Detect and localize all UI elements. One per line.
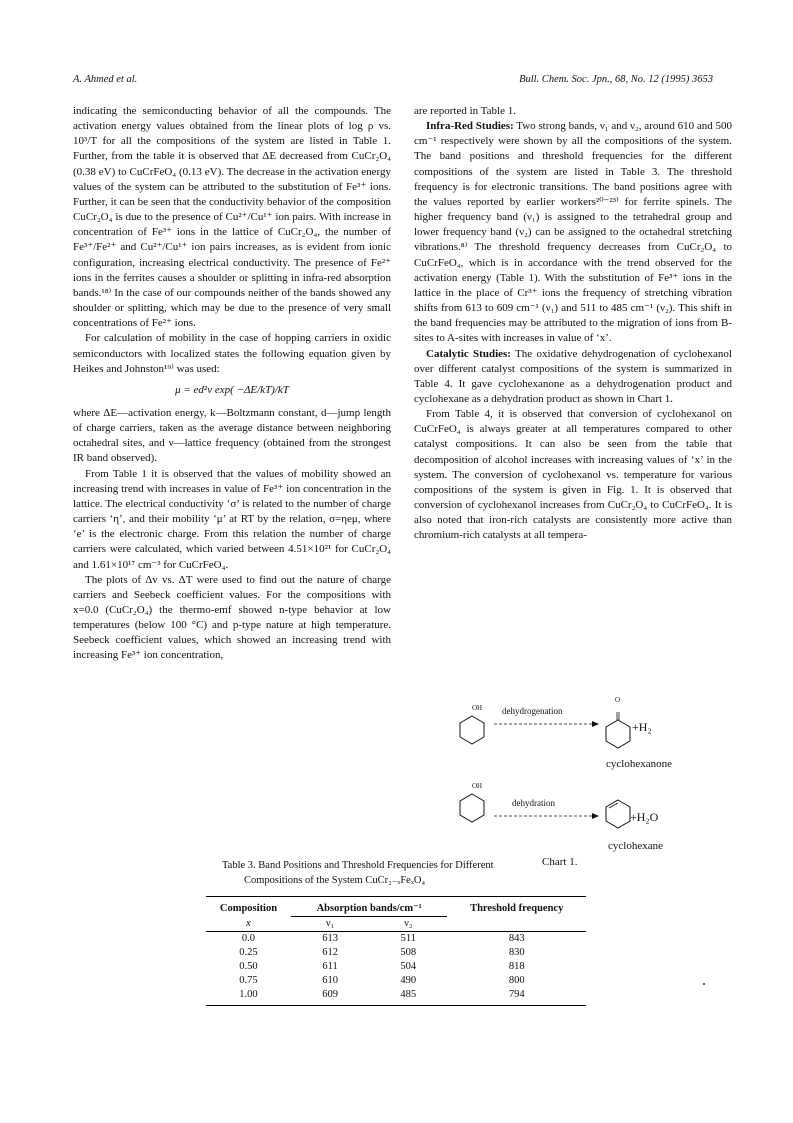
table-cell: 611 xyxy=(322,961,338,972)
section-heading-catalytic: Catalytic Studies: xyxy=(426,347,511,360)
data-table xyxy=(206,896,586,1006)
table-cell: 511 xyxy=(400,933,416,944)
cyclohexanol-structure xyxy=(458,788,488,828)
paragraph: From Table 1 it is observed that the values of mobility showed an increasing trend with increases in value of Fe³⁺ ion concentration in the lattice. The electrical conductivity ‘σ’ is related to the number of charge carriers ‘η’, and their mobility ‘μ’ at RT by the relation, σ=ηeμ, where ‘e’ is the electronic charge. From this relation the number of charge carriers were calculated, which varied between 4.51×10²¹ for CuCr₂O₄ and 1.61×10¹⁷ cm⁻³ for CuCrFeO₄. xyxy=(73,467,391,571)
plus-h2o: +H₂O xyxy=(630,810,659,824)
table-row xyxy=(206,960,586,974)
column-subheader: x xyxy=(246,917,251,929)
running-header-authors: A. Ahmed et al. xyxy=(73,74,138,85)
cyclohexanol-structure xyxy=(458,710,488,750)
table-cell: 818 xyxy=(508,961,525,972)
oh-label: OH xyxy=(472,782,483,790)
chart-caption: Chart 1. xyxy=(542,856,578,868)
table-row xyxy=(206,974,586,988)
dehydration-arrow xyxy=(492,810,602,822)
table-cell: 843 xyxy=(508,933,525,944)
table-cell: 800 xyxy=(508,975,525,986)
table-row xyxy=(206,988,586,1006)
table-cell: 794 xyxy=(508,989,525,1000)
paragraph: where ΔE—activation energy, k—Boltzmann constant, d—jump length of charge carriers, taken as the average distance between neighboring octahedral sites, and ν—lattice frequency (obtained from the strongest IR band observed). xyxy=(73,406,391,465)
table-cell: 0.25 xyxy=(239,947,258,958)
table-3 xyxy=(206,858,586,1006)
table-caption xyxy=(222,858,586,888)
left-column xyxy=(73,104,391,664)
paragraph: From Table 4, it is observed that conversion of cyclohexanol on CuCrFeO₄ is always greater at all temperatures compared to other catalyst compositions. It can also be seen from the table that decomposition of alcohol increases with increasing values of ‘x’ in the system. The conversion of cyclohexanol vs. temperature for various compositions of the system is given in Fig. 1. It is observed that conversion of cyclohexanol increases from CuCr₂O₄ to CuCrFeO₄. It is also noted that iron-rich catalysts are consistently more active than chromium-rich catalysts at all tempera- xyxy=(414,408,732,542)
stray-mark xyxy=(703,983,705,985)
column-header: Threshold frequency xyxy=(470,903,564,915)
paragraph-catalytic xyxy=(414,347,732,408)
table-cell: 613 xyxy=(322,933,338,944)
paragraph: indicating the semiconducting behavior of all the compounds. The activation energy values obtained from the linear plots of log ρ vs. 10³/T for all the compositions of the system are listed in Table 1. Further, from the table it is observed that ΔE decreased from CuCr₂O₄ (0.38 eV) to CuCrFeO₄ (0.13 eV). The decrease in the activation energy values of the system can be attributed to the substitution of Fe³⁺ ions. Further, it can be seen that the conductivity behavior of the composition CuCr₂O₄ is due to the presence of Cu²⁺/Cu¹⁺ ion pairs. With increase in concentration of Fe³⁺ ions in the lattice of CuCr₂O₄, the number of Fe³⁺/Fe²⁺ and Cu²⁺/Cu¹⁺ ion pairs increases, as is evident from ionic configuration, increasing electrical conductivity. The presence of Fe²⁺ ions in the ferrites causes a shoulder or splitting in infra-red absorption bands.¹⁸⁾ In the case of our compounds neither of the bands showed any shoulder or splitting, which may be due to the presence of very small concentrations of Fe²⁺ ions. xyxy=(73,105,391,330)
table-cell: 830 xyxy=(508,947,525,958)
table-cell: 1.00 xyxy=(239,989,258,1000)
table-row xyxy=(206,932,586,947)
running-header-journal: Bull. Chem. Soc. Jpn., 68, No. 12 (1995) 3653 xyxy=(519,74,713,85)
table-cell: 612 xyxy=(322,947,338,958)
catalytic-text: The oxidative dehydrogenation of cyclohexanol over different catalyst compositions of the system is summarized in Table 4. It gave cyclohexanone as a dehydrogenation product and cyclohexane as a dehydration product as shown in Chart 1. xyxy=(414,347,732,405)
table-cell: 504 xyxy=(400,961,417,972)
right-column xyxy=(414,104,732,544)
column-subheader xyxy=(447,917,586,932)
cyclohexane-label: cyclohexane xyxy=(608,840,663,852)
plus-h2: +H₂ xyxy=(632,720,652,734)
o-label: O xyxy=(615,696,621,704)
table-cell: 508 xyxy=(400,947,417,958)
table-cell: 0.0 xyxy=(241,933,256,944)
column-header: Absorption bands/cm⁻¹ xyxy=(291,897,447,917)
column-subheader: ν₁ xyxy=(325,918,335,929)
section-heading-ir: Infra-Red Studies: xyxy=(426,120,514,133)
paragraph-ir xyxy=(414,119,732,346)
column-subheader: ν₂ xyxy=(404,918,413,929)
table-cell: 609 xyxy=(322,989,338,1000)
cyclohexanone-label: cyclohexanone xyxy=(606,758,672,770)
ir-text: Two strong bands, ν₁ and ν₂, around 610 and 500 cm⁻¹ respectively were shown by all the compositions of the system. The band positions and threshold frequencies for the different compositions of the system are listed in Table 3. The threshold frequency is for electronic transitions. The band positions agree with the values reported by earlier workers²⁰⁻²³⁾ for ferrite spinels. The higher frequency band (ν₁) is assigned to the tetrahedral group and lower frequency band (ν₂) can be assigned to the octahedral stretching vibrations.⁸⁾ The threshold frequency decreases from CuCr₂O₄ to CuCrFeO₄, which is in accordance with the trend observed for the activation energy (Table 1). With the substitution of Fe³⁺ ions in the lattice in the place of Cr³⁺ ions the frequency of stretching vibration shifts from 613 to 609 cm⁻¹ (ν₁) and 511 to 485 cm⁻¹ (ν₂). This shift in the band frequencies may be attributed to the migration of ions from B-sites to A-sites with increases in value of ‘x’. xyxy=(414,120,732,345)
paragraph: For calculation of mobility in the case of hopping carriers in oxidic semiconductors with localized states the following equation given by Heikes and Johnston¹⁹⁾ was used: xyxy=(73,332,391,375)
dehydrogenation-arrow xyxy=(492,718,602,730)
dehydration-label: dehydration xyxy=(512,798,555,808)
table-caption-line: Table 3. Band Positions and Threshold Frequencies for Different xyxy=(222,860,494,871)
table-cell: 0.75 xyxy=(239,975,258,986)
table-cell: 485 xyxy=(400,989,417,1000)
table-cell: 490 xyxy=(400,975,417,986)
paragraph: The plots of Δv vs. ΔT were used to find out the nature of charge carriers and Seebeck coefficient values. For the compositions with x=0.0 (CuCr₂O₄) the thermo-emf showed n-type behavior at low temperatures (below 100 °C) and p-type nature at high temperature. Seebeck coefficient values, which showed an increasing trend with increasing Fe³⁺ ion concentration, xyxy=(73,573,391,662)
dehydrogenation-label: dehydrogenation xyxy=(502,706,563,716)
chart-1-reaction-scheme xyxy=(414,696,732,868)
mobility-equation: μ = ed²ν exp( −ΔE/kT)/kT xyxy=(175,383,289,396)
oh-label: OH xyxy=(472,704,483,712)
table-caption-line: Compositions of the System CuCr₂₋ₓFeₓO₄ xyxy=(244,875,426,886)
paragraph: are reported in Table 1. xyxy=(414,105,516,117)
column-header: Composition xyxy=(219,903,278,915)
table-cell: 610 xyxy=(322,975,338,986)
table-cell: 0.50 xyxy=(239,961,258,972)
table-row xyxy=(206,946,586,960)
